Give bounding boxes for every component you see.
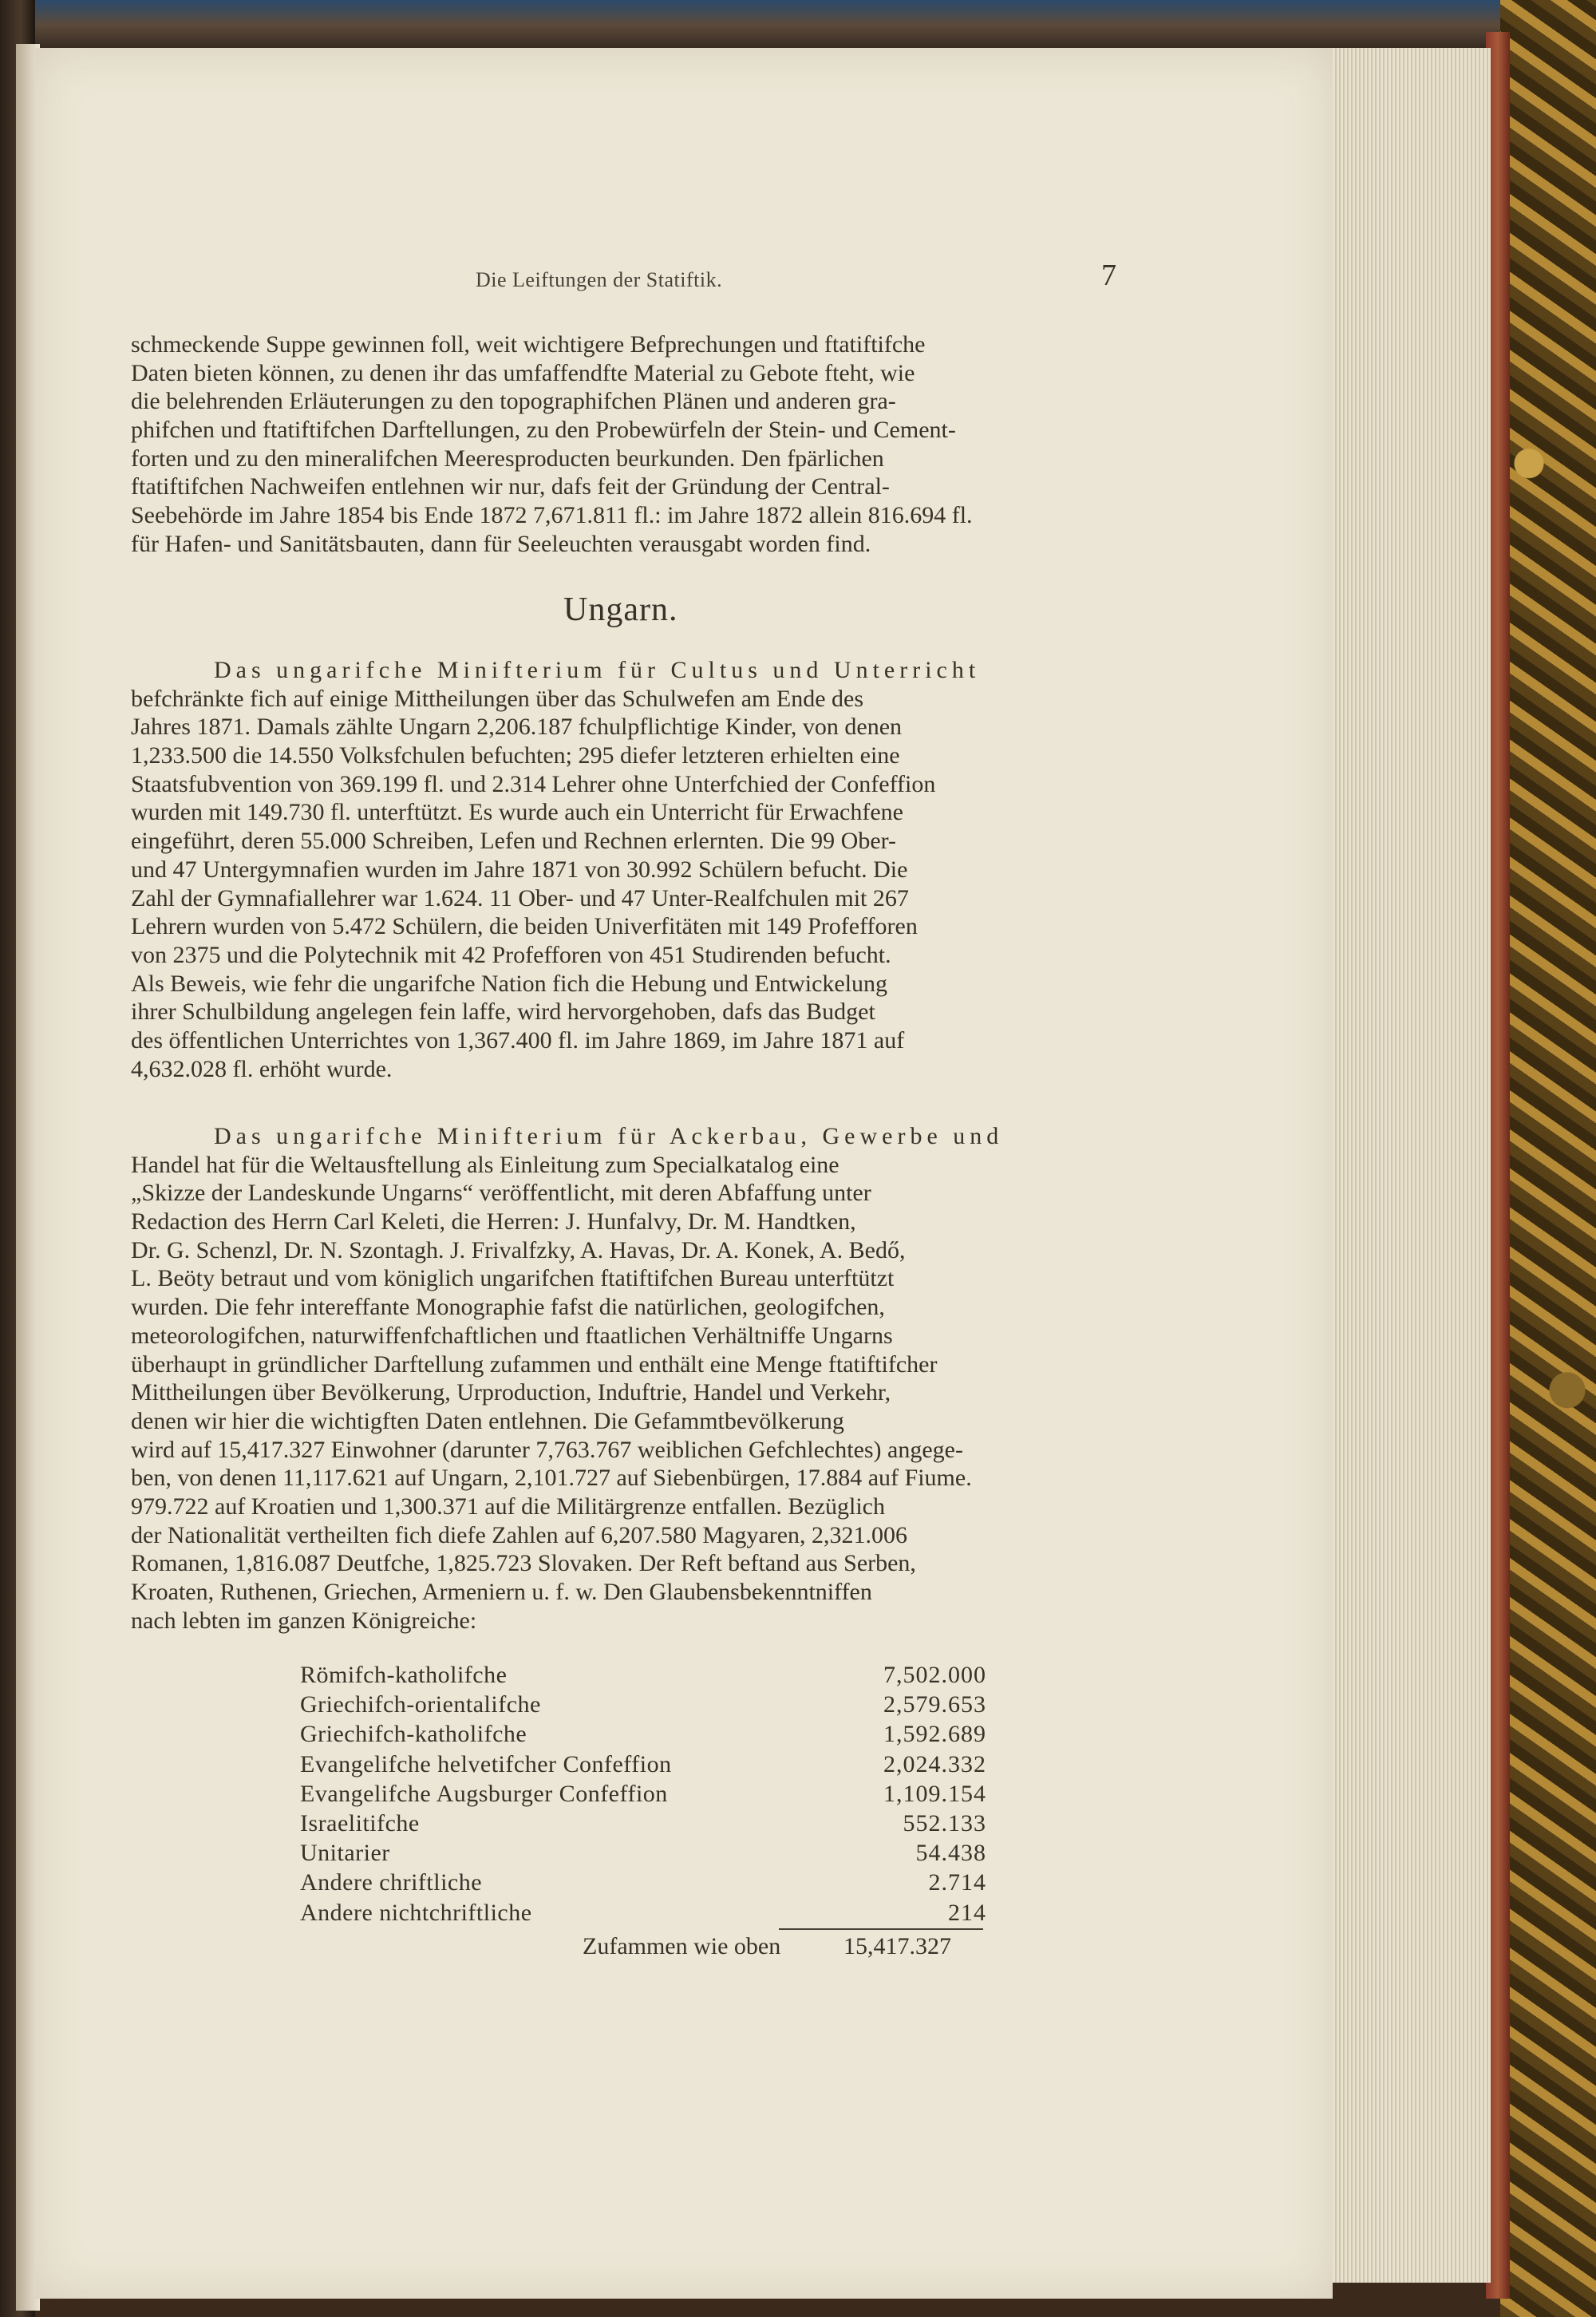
text-line: eingeführt, deren 55.000 Schreiben, Lefen und Rechnen erlernten. Die 99 Ober- bbox=[131, 828, 897, 855]
religion-count: 7,502.000 bbox=[883, 1662, 986, 1688]
text-line: Staatsfubvention von 369.199 fl. und 2.314 Lehrer ohne Unterfchied der Confeffion bbox=[131, 770, 936, 797]
text-line: wurden. Die fehr intereffante Monographie fafst die natürlichen, geologifchen, bbox=[131, 1294, 885, 1321]
text-line: für Hafen- und Sanitätsbauten, dann für Seeleuchten verausgabt worden find. bbox=[131, 530, 871, 557]
table-row bbox=[300, 1781, 986, 1810]
text-line: L. Beöty betraut und vom königlich ungarifchen ftatiftifchen Bureau unterftützt bbox=[131, 1265, 895, 1292]
text-line: Seebehörde im Jahre 1854 bis Ende 1872 7,671.811 fl.: im Jahre 1872 allein 816.694 fl. bbox=[131, 502, 973, 529]
religion-label: Römifch-katholifche bbox=[300, 1662, 508, 1688]
text-line: denen wir hier die wichtigften Daten entlehnen. Die Gefammtbevölkerung bbox=[131, 1407, 844, 1434]
religion-count: 552.133 bbox=[903, 1809, 986, 1837]
religion-count: 2.714 bbox=[928, 1869, 986, 1896]
religion-count: 1,592.689 bbox=[883, 1721, 986, 1748]
text-line: wurden mit 149.730 fl. unterftützt. Es wurde auch ein Unterricht für Erwachfene bbox=[131, 799, 903, 826]
text-line: Romanen, 1,816.087 Deutfche, 1,825.723 Slovaken. Der Reft beftand aus Serben, bbox=[131, 1550, 916, 1577]
religion-label: Andere nichtchriftliche bbox=[300, 1899, 532, 1926]
running-head: Die Leiftungen der Statiftik. bbox=[476, 268, 723, 291]
section-heading: Ungarn. bbox=[563, 591, 678, 628]
paragraph-2 bbox=[131, 656, 980, 1083]
text-line: Kroaten, Ruthenen, Griechen, Armeniern u. f. w. Den Glaubensbekenntniffen bbox=[131, 1579, 872, 1605]
religion-label: Unitarier bbox=[300, 1840, 390, 1867]
religion-count: 54.438 bbox=[915, 1840, 986, 1867]
text-line: 979.722 auf Kroatien und 1,300.371 auf die Militärgrenze entfallen. Bezüglich bbox=[131, 1493, 885, 1520]
sum-rule bbox=[779, 1928, 983, 1930]
text-line: ben, von denen 11,117.621 auf Ungarn, 2,101.727 auf Siebenbürgen, 17.884 auf Fiume. bbox=[131, 1465, 972, 1492]
text-line: und 47 Untergymnafien wurden im Jahre 1871 von 30.992 Schülern befucht. Die bbox=[131, 856, 908, 883]
text-line: Das ungarifche Minifterium für Cultus und Unterricht bbox=[214, 657, 981, 683]
text-line: Das ungarifche Minifterium für Ackerbau, Gewerbe und bbox=[214, 1123, 1004, 1149]
text-line: überhaupt in gründlicher Darftellung zufammen und enthält eine Menge ftatiftifcher bbox=[131, 1350, 938, 1378]
text-line: forten und zu den mineralifchen Meeresproducten beurkunden. Den fpärlichen bbox=[131, 445, 884, 472]
religion-label: Griechifch-katholifche bbox=[300, 1721, 527, 1748]
text-line: meteorologifchen, naturwiffenfchaftlichen und ftaatlichen Verhältniffe Ungarns bbox=[131, 1322, 893, 1349]
page-number: 7 bbox=[1101, 259, 1116, 292]
table-total bbox=[583, 1933, 951, 1960]
table-row bbox=[300, 1840, 986, 1869]
text-line: phifchen und ftatiftifchen Darftellungen, zu den Probewürfeln der Stein- und Cement- bbox=[131, 417, 956, 444]
text-line: von 2375 und die Polytechnik mit 42 Profefforen von 451 Studirenden befucht. bbox=[131, 941, 891, 968]
text-line: ihrer Schulbildung angelegen fein laffe, wird hervorgehoben, dafs das Budget bbox=[131, 998, 875, 1026]
text-line: schmeckende Suppe gewinnen foll, weit wichtigere Befprechungen und ftatiftifche bbox=[131, 331, 926, 358]
religion-count: 2,579.653 bbox=[883, 1691, 986, 1718]
text-line: 1,233.500 die 14.550 Volksfchulen befuchten; 295 diefer letzteren erhielten eine bbox=[131, 742, 900, 769]
total-label: Zufammen wie oben bbox=[583, 1933, 781, 1959]
paragraph-3 bbox=[131, 1122, 1003, 1635]
text-line: der Nationalität vertheilten fich diefe Zahlen auf 6,207.580 Magyaren, 2,321.006 bbox=[131, 1521, 908, 1548]
religion-label: Israelitifche bbox=[300, 1809, 420, 1837]
text-line: befchränkte fich auf einige Mittheilungen über das Schulwefen am Ende des bbox=[131, 685, 864, 712]
text-line: wird auf 15,417.327 Einwohner (darunter 7,763.767 weiblichen Gefchlechtes) angege- bbox=[131, 1436, 963, 1463]
text-line: Als Beweis, wie fehr die ungarifche Nation fich die Hebung und Entwickelung bbox=[131, 970, 888, 997]
text-line: Dr. G. Schenzl, Dr. N. Szontagh. J. Frivalfzky, A. Havas, Dr. A. Konek, A. Bedő, bbox=[131, 1236, 906, 1263]
religion-label: Andere chriftliche bbox=[300, 1869, 483, 1896]
text-line: Lehrern wurden von 5.472 Schülern, die beiden Univerfitäten mit 149 Profefforen bbox=[131, 913, 918, 940]
total-value: 15,417.327 bbox=[843, 1933, 951, 1959]
table-row bbox=[300, 1721, 986, 1750]
text-line: die belehrenden Erläuterungen zu den topographifchen Plänen und anderen gra- bbox=[131, 388, 896, 415]
text-line: „Skizze der Landeskunde Ungarns“ veröffentlicht, mit deren Abfaffung unter bbox=[131, 1180, 871, 1207]
text-line: Mittheilungen über Bevölkerung, Urproduction, Induftrie, Handel und Verkehr, bbox=[131, 1379, 891, 1406]
marbled-endpaper bbox=[1500, 0, 1596, 2317]
religion-count: 2,024.332 bbox=[883, 1750, 986, 1777]
table-row bbox=[300, 1810, 986, 1840]
text-line: 4,632.028 fl. erhöht wurde. bbox=[131, 1055, 393, 1082]
text-line: Daten bieten können, zu denen ihr das umfaffendfte Material zu Gebote fteht, wie bbox=[131, 359, 915, 386]
religion-label: Evangelifche Augsburger Confeffion bbox=[300, 1780, 668, 1807]
religion-count: 214 bbox=[948, 1899, 986, 1926]
table-row bbox=[300, 1900, 986, 1929]
table-row bbox=[300, 1869, 986, 1899]
text-line: Redaction des Herrn Carl Keleti, die Herren: J. Hunfalvy, Dr. M. Handtken, bbox=[131, 1208, 856, 1236]
text-line: ftatiftifchen Nachweifen entlehnen wir nur, dafs feit der Gründung der Central- bbox=[131, 473, 890, 500]
table-row bbox=[300, 1691, 986, 1721]
text-line: des öffentlichen Unterrichtes von 1,367.400 fl. im Jahre 1869, im Jahre 1871 auf bbox=[131, 1026, 905, 1054]
text-line: Handel hat für die Weltausftellung als Einleitung zum Specialkatalog eine bbox=[131, 1151, 839, 1178]
religion-count: 1,109.154 bbox=[883, 1780, 986, 1807]
text-line: Jahres 1871. Damals zählte Ungarn 2,206.187 fchulpflichtige Kinder, von denen bbox=[131, 714, 903, 741]
table-row bbox=[300, 1751, 986, 1781]
religion-table bbox=[300, 1662, 986, 1929]
text-line: Zahl der Gymnafiallehrer war 1.624. 11 Ober- und 47 Unter-Realfchulen mit 267 bbox=[131, 884, 909, 911]
page-stack-edge bbox=[1331, 48, 1491, 2283]
religion-label: Evangelifche helvetifcher Confeffion bbox=[300, 1750, 672, 1777]
religion-label: Griechifch-orientalifche bbox=[300, 1691, 541, 1718]
table-row bbox=[300, 1662, 986, 1691]
text-line: nach lebten im ganzen Königreiche: bbox=[131, 1607, 477, 1634]
paragraph-1 bbox=[131, 330, 973, 559]
